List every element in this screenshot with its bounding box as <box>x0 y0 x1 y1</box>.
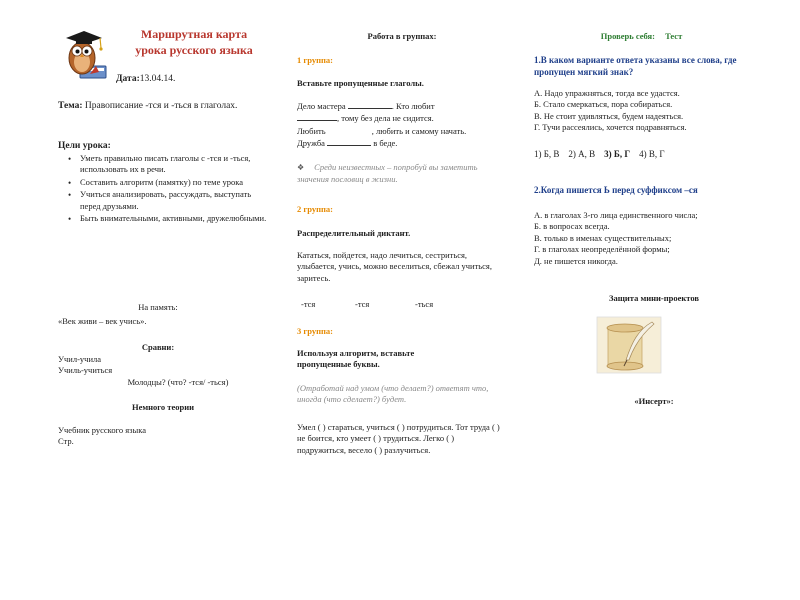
owl-teacher-icon <box>60 22 110 82</box>
question-2: 2.Когда пишется Ь перед суффиксом –ся <box>534 185 698 195</box>
goal-item: • Уметь правильно писать глаголы с -тся и -ться, использовать их в речи. <box>80 153 270 176</box>
test-header-b: Тест <box>665 31 683 41</box>
projects-title: Защита мини-проектов <box>608 293 699 303</box>
suffix-column-3: -ться <box>415 299 434 309</box>
lesson-date <box>116 73 175 86</box>
answer-choice[interactable]: 1) Б, В <box>534 149 560 159</box>
answer-option[interactable]: В. Не стоит удивляться, будем надеяться. <box>534 110 684 121</box>
answer-option[interactable]: Г. в глаголах неопределённой формы; <box>534 244 670 255</box>
goal-item: • Составить алгоритм (памятку) по теме урока <box>80 177 270 188</box>
question-1-options <box>534 88 749 134</box>
group3-text: Умел ( ) стараться, учиться ( ) потрудиться. Тот труда ( ) не боится, кто умеет ( ) трудиться. Легко ( ) подружиться, весело ( ) разлучиться. <box>297 422 500 455</box>
answer-blank[interactable] <box>348 100 392 109</box>
scroll-quill-icon <box>594 314 664 376</box>
theory-line: Стр. <box>58 436 74 447</box>
compare-title: Сравни: <box>141 342 175 352</box>
group3-task-line: пропущенные буквы. <box>297 359 380 370</box>
theory-block <box>58 425 146 448</box>
compare-line: Училь-учиться <box>58 365 113 376</box>
g1-text: Дело мастера <box>297 101 346 111</box>
title-line-2: урока русского языка <box>135 43 253 58</box>
group1-note-text: Среди неизвестных – попробуй вы заметить значения пословиц в жизни. <box>297 162 478 184</box>
answer-option[interactable]: А. Надо упражняться, тогда все удастся. <box>534 88 680 98</box>
compare-block <box>58 354 268 388</box>
column-route-card <box>58 0 273 600</box>
answer-blank[interactable] <box>297 112 337 121</box>
goals-title: Цели урока: <box>58 141 111 151</box>
column-group-work <box>297 0 507 600</box>
answer-blank[interactable] <box>328 125 372 134</box>
group1-note <box>297 162 497 185</box>
theory-title: Немного теории <box>131 402 195 412</box>
group2-text: Кататься, пойдется, надо лечиться, сестриться, улыбается, учись, можно веселиться, сбежал учиться, заритесь. <box>297 250 492 283</box>
answer-option[interactable]: В. только в именах существительных; <box>534 232 672 243</box>
answer-option[interactable]: А. в глаголах 3-го лица единственного числа; <box>534 210 698 220</box>
g1-text: Дружба <box>297 138 325 149</box>
theory-line: Учебник русского языка <box>58 425 147 435</box>
answer-option[interactable]: Б. Стало смеркаться, пора собираться. <box>534 99 673 110</box>
answer-choice[interactable]: 2) А, В <box>568 149 596 159</box>
answer-option[interactable]: Д. не пишется никогда. <box>534 255 618 266</box>
g1-text: в беде. <box>373 138 398 149</box>
compare-line: Учил-учила <box>58 354 102 364</box>
test-header-a: Проверь себя: <box>600 31 655 41</box>
lesson-topic <box>58 100 248 113</box>
answer-blank[interactable] <box>327 137 371 146</box>
group3-label: 3 группа: <box>297 326 333 336</box>
g1-text: . Кто любит <box>391 101 435 111</box>
suffix-column-1: -тся <box>301 299 316 309</box>
goals-list <box>58 153 270 225</box>
group1-task: Вставьте пропущенные глаголы. <box>297 78 424 88</box>
question-2-options <box>534 210 749 267</box>
lesson-goals <box>58 140 270 226</box>
group3-task-line: Используя алгоритм, вставьте <box>297 348 415 358</box>
topic-label: Тема: <box>58 101 83 111</box>
date-label: Дата: <box>116 74 140 84</box>
question-1: 1.В каком варианте ответа указаны все слова, где пропущен мягкий знак? <box>534 55 737 78</box>
test-header <box>534 31 749 42</box>
diamond-bullet-icon: ❖ <box>297 163 305 172</box>
column-self-test <box>534 0 749 600</box>
group3-task <box>297 348 414 371</box>
title-line-1: Маршрутная карта <box>140 27 248 41</box>
g1-text: , любить и самому начать. <box>371 125 467 136</box>
compare-center: Молодцы? (что? -тся/ -ться) <box>127 376 229 387</box>
motto-title: На память: <box>138 302 178 312</box>
suffix-column-2: -тся <box>355 299 370 309</box>
goal-item: • Учиться анализировать, рассуждать, выступать перед друзьями. <box>80 189 270 212</box>
group1-label: 1 группа: <box>297 55 333 65</box>
topic-text: Правописание -тся и -ться в глаголах. <box>84 101 238 111</box>
insert-label: «Инсерт»: <box>634 396 674 406</box>
g1-text: Любить <box>297 125 326 136</box>
goal-item: • Быть внимательными, активными, дружелюбными. <box>80 213 270 224</box>
motto-text: «Век живи – век учись». <box>58 316 147 326</box>
answer-option[interactable]: Б. в вопросах всегда. <box>534 221 610 232</box>
date-value: 13.04.14. <box>139 74 176 84</box>
g1-text: , тому без дела не сидится. <box>337 113 434 124</box>
question-1-answers <box>534 148 749 160</box>
answer-choice[interactable]: 4) В, Г <box>639 149 665 159</box>
group2-label: 2 группа: <box>297 204 333 214</box>
group-work-header: Работа в группах: <box>367 31 437 41</box>
answer-choice[interactable]: 3) Б, Г <box>604 149 631 159</box>
group2-task: Распределительный диктант. <box>297 228 411 238</box>
answer-option[interactable]: Г. Тучи рассеялись, хочется подравняться. <box>534 122 687 133</box>
group3-note: (Отработай над умом (что делает?) ответят что, иногда (что сделает?) будет. <box>297 383 489 405</box>
group1-exercise <box>297 100 507 150</box>
motto-block <box>58 302 258 313</box>
page-title <box>118 26 270 58</box>
